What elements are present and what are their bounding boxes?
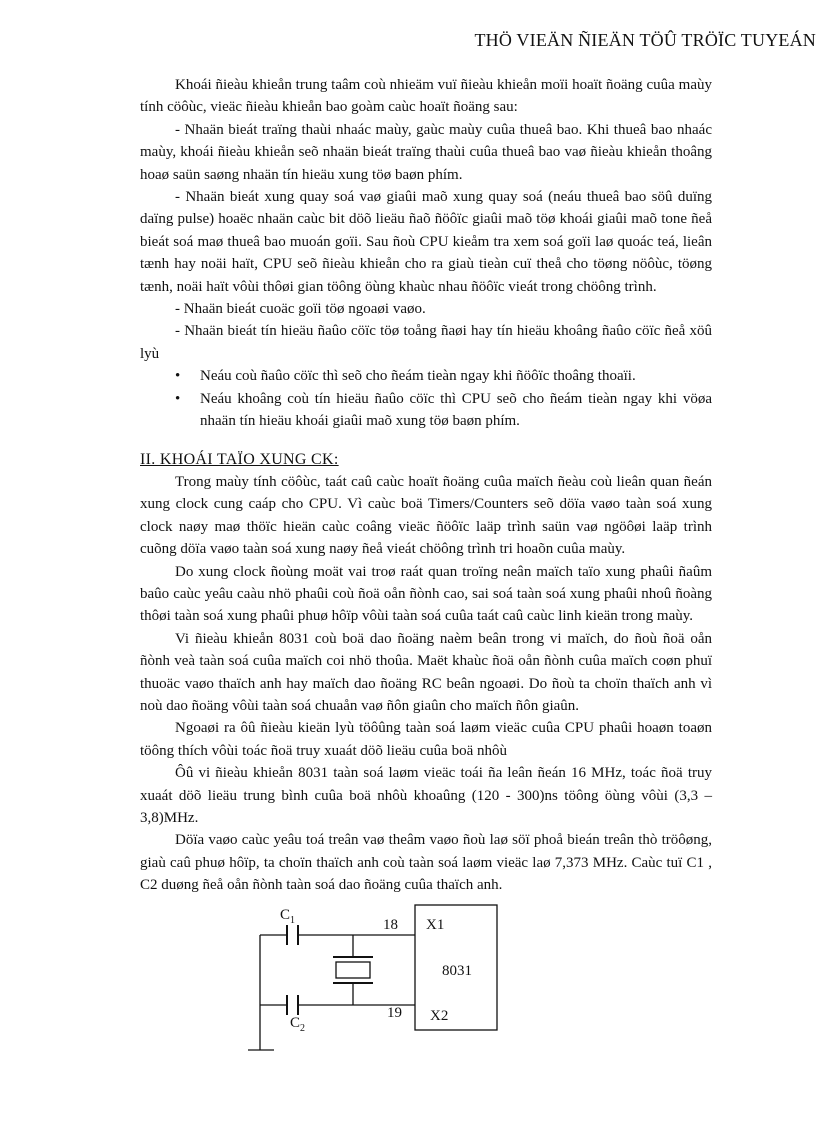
pin-18-label: 18 (383, 917, 398, 933)
paragraph: Khoái ñieàu khieån trung taâm coù nhieäm vuï ñieàu khieån moïi hoaït ñoäng cuûa maùy tính cöôùc, vieäc ñieàu khieån bao goàm caùc hoaït ñoäng sau: (140, 77, 712, 116)
paragraph: Do xung clock ñoùng moät vai troø raát quan troïng neân maïch taïo xung phaûi ñaûm baûo caùc yeâu caàu nhö phaûi coù ñoä oån ñònh cao, sai soá taàn soá xung phaûi nhoû ñoàng thôøi taàn soá xung phaûi phuø hôïp vôùi taàn soá cuûa taát caû caùc linh kieän trong maùy. (140, 563, 712, 625)
oscillator-circuit-diagram (240, 895, 510, 1060)
paragraph: Ngoaøi ra ôû ñieàu kieän lyù töôûng taàn soá laøm vieäc cuûa CPU phaûi hoaøn toaøn töông thích vôùi toác ñoä truy xuaát döõ lieäu cuûa boä nhôù (140, 720, 712, 759)
chip-label: 8031 (442, 963, 472, 979)
paragraph: Trong maùy tính cöôùc, taát caû caùc hoaït ñoäng cuûa maïch ñeàu coù lieân quan ñeán xung clock cung caáp cho CPU. Vì caùc boä Timers/Counters seõ döïa vaøo taàn soá xung clock naøy maø thöïc hieän caùc coâng vieäc ñöôïc laäp trình saün vaø ngöôøi laäp trình cuõng döïa vaøo taàn soá xung naøy ñeå vieát chöông trình tri hoaõn cuûa maùy. (140, 473, 712, 558)
paragraph: - Nhaän bieát traïng thaùi nhaác maùy, gaùc maùy cuûa thueâ bao. Khi thueâ bao nhaác maùy, khoái ñieàu khieån seõ nhaän bieát traïng thaùi cuûa thueâ bao vaø ñieàu khieån thoâng hoaø saün saøng nhaän tín hieäu xung töø baøn phím. (140, 121, 712, 183)
document-body (140, 74, 712, 897)
pin-19-label: 19 (387, 1005, 402, 1021)
c1-label: $C_1$ (280, 907, 296, 926)
bullet-list (140, 365, 712, 432)
section-heading: II. KHOÁI TAÏO XUNG CK: (140, 450, 339, 468)
x2-label: X2 (430, 1008, 449, 1024)
list-item: • Neáu khoâng coù tín hieäu ñaûo cöïc thì CPU seõ cho ñeám tieàn ngay khi vöøa nhaän tín hieäu khoái giaûi maõ xung töø baøn phím. (200, 388, 712, 433)
page-header: THÖ VIEÄN ÑIEÄN TÖÛ TRÖÏC TUYEÁN (474, 30, 816, 50)
paragraph: - Nhaän bieát xung quay soá vaø giaûi maõ xung quay soá (neáu thueâ bao söû duïng daïng pulse) hoaëc nhaän caùc bit döõ lieäu ñaõ ñöôïc giaûi maõ töø khoái giaûi maõ tone ñeå bieát soá maø thueâ bao muoán goïi. Sau ñoù CPU kieåm tra xem soá goïi laø quoác teá, lieân tænh hay noäi haït, CPU seõ ñieàu khieån cho ra giaù tieàn cuï theå cho töøng nöôùc, töøng tænh, noäi haït vôùi thôøi gian töông öùng khaùc nhau ñöôïc vieát trong chöông trình. (140, 189, 712, 295)
paragraph: - Nhaän bieát tín hieäu ñaûo cöïc töø toång ñaøi hay tín hieäu khoâng ñaûo cöïc ñeå xöû lyù (140, 323, 712, 362)
paragraph: Döïa vaøo caùc yeâu toá treân vaø theâm vaøo ñoù laø söï phoå bieán treân thò tröôøng, giaù caû phuø hôïp, ta choïn thaïch anh coù taàn soá laøm vieäc laø 7,373 MHz. Caùc tuï C1 , C2 duøng ñeå oån ñònh taàn soá dao ñoäng cuûa thaïch anh. (140, 832, 712, 894)
x1-label: X1 (426, 917, 445, 933)
c2-label: $C_2$ (290, 1015, 306, 1034)
paragraph: Vi ñieàu khieån 8031 coù boä dao ñoäng naèm beân trong vi maïch, do ñoù ñoä oån ñònh veà taàn soá cuûa maïch coi nhö thoûa. Maët khaùc ñoä oån ñònh cuûa maïch coøn phuï thuoäc vaøo thaïch anh hay maïch dao ñoäng RC beân ngoaøi. Do ñoù ta choïn thaïch anh vì noù dao ñoäng vôùi taàn soá chuaån vaø ñôn giaûn cho maïch ñôn giaûn. (140, 630, 712, 714)
crystal-icon (336, 962, 370, 978)
paragraph: - Nhaän bieát cuoäc goïi töø ngoaøi vaøo. (175, 301, 426, 318)
list-item: • Neáu coù ñaûo cöïc thì seõ cho ñeám tieàn ngay khi ñöôïc thoâng thoaïi. (200, 365, 712, 387)
paragraph: Ôû vi ñieàu khieån 8031 taàn soá laøm vieäc toái ña leân ñeán 16 MHz, toác ñoä truy xuaát döõ lieäu trung bình cuûa boä nhôù khoaûng (120 - 300)ns töông öùng vôùi (3,3 – 3,8)MHz. (140, 765, 712, 826)
